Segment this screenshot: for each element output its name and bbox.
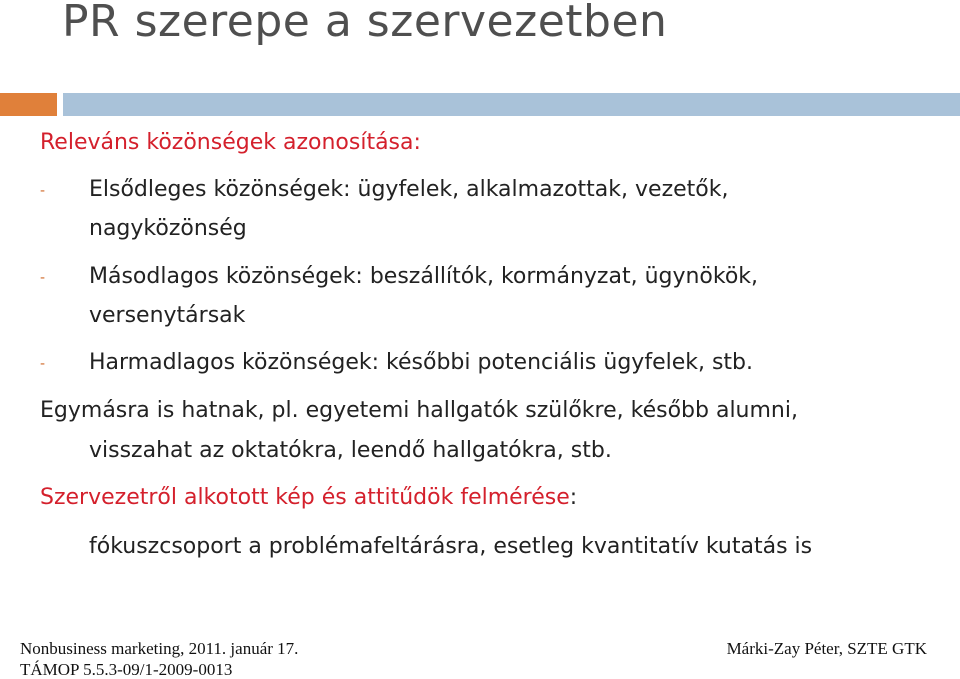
- paragraph-line1: Egymásra is hatnak, pl. egyetemi hallgatók szülőkre, később alumni,: [40, 398, 798, 423]
- section-heading-text: Szervezetről alkotott kép és attitűdök felmérése: [40, 485, 570, 510]
- section-heading-audiences: Releváns közönségek azonosítása:: [40, 130, 421, 155]
- accent-bar-blue: [63, 93, 960, 116]
- section-text-focus-group: fókuszcsoport a problémafeltárásra, esetleg kvantitatív kutatás is: [89, 534, 813, 559]
- section-heading-colon: :: [569, 485, 578, 510]
- footer-project-code: TÁMOP 5.5.3-09/1-2009-0013: [20, 660, 233, 679]
- bullet-tertiary-line1: Harmadlagos közönségek: későbbi potenciális ügyfelek, stb.: [89, 350, 754, 375]
- section-heading-image-survey: [40, 487, 577, 509]
- paragraph-line2: visszahat az oktatókra, leendő hallgatókra, stb.: [89, 438, 612, 463]
- bullet-marker: -: [40, 183, 46, 199]
- accent-bar-orange: [0, 93, 57, 116]
- footer-course-date: Nonbusiness marketing, 2011. január 17.: [20, 639, 299, 658]
- bullet-primary-line2: nagyközönség: [89, 216, 247, 241]
- slide-title: PR szerepe a szervezetben: [62, 0, 668, 47]
- footer-author: Márki-Zay Péter, SZTE GTK: [726, 639, 927, 658]
- bullet-primary-line1: Elsődleges közönségek: ügyfelek, alkalmazottak, vezetők,: [89, 177, 729, 202]
- bullet-marker: -: [40, 270, 46, 286]
- bullet-secondary-line1: Másodlagos közönségek: beszállítók, kormányzat, ügynökök,: [89, 264, 759, 289]
- bullet-marker: -: [40, 356, 46, 372]
- bullet-secondary-line2: versenytársak: [89, 303, 246, 328]
